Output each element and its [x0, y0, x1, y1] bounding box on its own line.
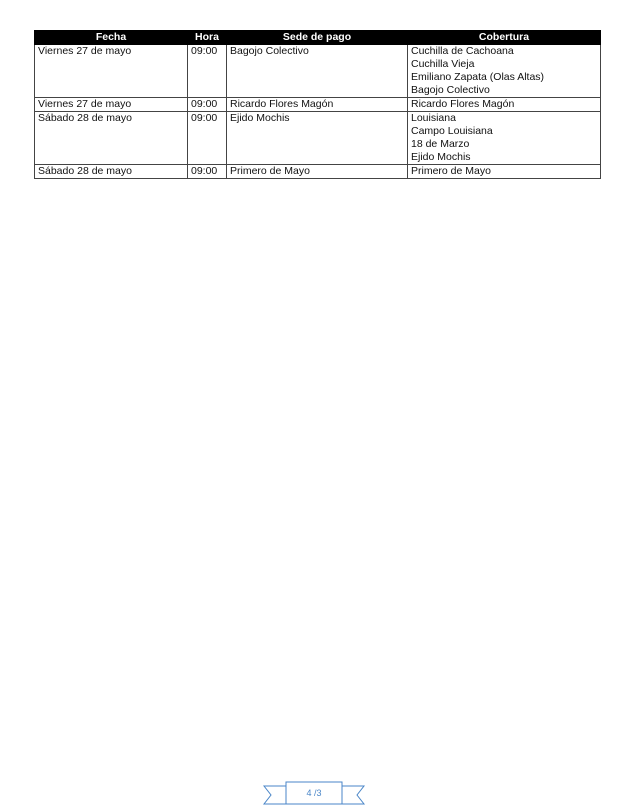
page-footer	[262, 780, 366, 806]
table-row	[35, 112, 601, 165]
cobertura-item: Primero de Mayo	[411, 165, 491, 177]
cell-fecha: Sábado 28 de mayo	[35, 165, 188, 179]
cell-fecha: Viernes 27 de mayo	[35, 98, 188, 112]
cobertura-item: Louisiana	[411, 112, 456, 124]
cell-fecha: Viernes 27 de mayo	[35, 45, 188, 98]
cobertura-item: Campo Louisiana	[411, 125, 493, 137]
header-hora: Hora	[188, 31, 227, 45]
page-number: 4 /3	[306, 788, 322, 798]
cell-sede: Primero de Mayo	[227, 165, 408, 179]
cell-fecha: Sábado 28 de mayo	[35, 112, 188, 165]
header-fecha: Fecha	[35, 31, 188, 45]
table-header-row	[35, 31, 601, 45]
cobertura-item: 18 de Marzo	[411, 138, 470, 150]
cobertura-item: Cuchilla Vieja	[411, 58, 475, 70]
cell-sede: Ricardo Flores Magón	[227, 98, 408, 112]
header-sede: Sede de pago	[227, 31, 408, 45]
cell-cobertura	[408, 165, 601, 179]
cobertura-item: Emiliano Zapata (Olas Altas)	[411, 71, 545, 83]
schedule-table	[34, 30, 601, 179]
cell-sede: Bagojo Colectivo	[227, 45, 408, 98]
cell-cobertura	[408, 112, 601, 165]
table-row	[35, 165, 601, 179]
cell-cobertura	[408, 45, 601, 98]
table-row	[35, 45, 601, 98]
header-cobertura: Cobertura	[408, 31, 601, 45]
cell-sede: Ejido Mochis	[227, 112, 408, 165]
cell-cobertura	[408, 98, 601, 112]
cobertura-item: Cuchilla de Cachoana	[411, 45, 514, 57]
cell-hora: 09:00	[188, 45, 227, 98]
cobertura-item: Bagojo Colectivo	[411, 84, 490, 96]
cell-hora: 09:00	[188, 98, 227, 112]
table-row	[35, 98, 601, 112]
cobertura-item: Ricardo Flores Magón	[411, 98, 515, 110]
cobertura-item: Ejido Mochis	[411, 151, 471, 163]
cell-hora: 09:00	[188, 165, 227, 179]
cell-hora: 09:00	[188, 112, 227, 165]
